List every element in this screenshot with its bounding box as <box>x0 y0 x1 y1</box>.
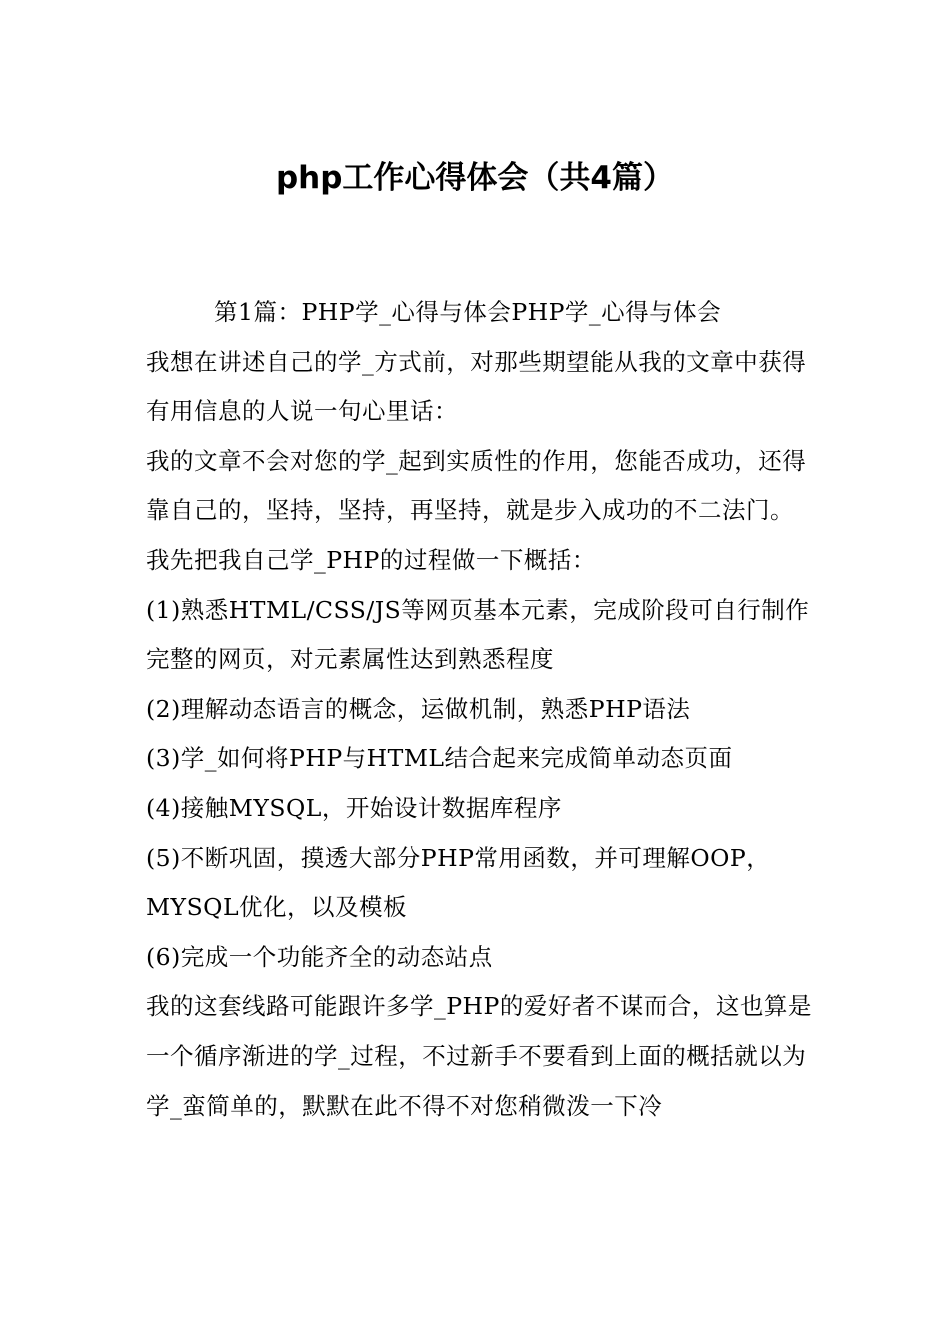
list-item: (2)理解动态语言的概念，运做机制，熟悉PHP语法 <box>146 694 691 723</box>
list-item: (5)不断巩固，摸透大部分PHP常用函数，并可理解OOP，MYSQL优化，以及模板 <box>146 843 771 922</box>
list-item: (4)接触MYSQL，开始设计数据库程序 <box>146 793 562 822</box>
section-heading: 第1篇：PHP学_心得与体会PHP学_心得与体会 <box>214 298 722 326</box>
paragraph: 我的文章不会对您的学_起到实质性的作用，您能否成功，还得靠自己的，坚持，坚持，再坚持，就是步入成功的不二法门。 <box>146 446 807 525</box>
document-body <box>146 288 814 1131</box>
document-title: php工作心得体会（共4篇） <box>275 160 675 196</box>
paragraph: 我的这套线路可能跟许多学_PHP的爱好者不谋而合，这也算是一个循序渐进的学_过程，不过新手不要看到上面的概括就以为学_蛮简单的，默默在此不得不对您稍微泼一下冷 <box>146 992 812 1120</box>
list-item: (6)完成一个功能齐全的动态站点 <box>146 942 493 971</box>
list-item: (3)学_如何将PHP与HTML结合起来完成简单动态页面 <box>146 744 733 773</box>
paragraph: 我想在讲述自己的学_方式前，对那些期望能从我的文章中获得有用信息的人说一句心里话： <box>146 347 807 426</box>
list-item: (1)熟悉HTML/CSS/JS等网页基本元素，完成阶段可自行制作完整的网页，对元素属性达到熟悉程度 <box>146 595 810 674</box>
paragraph: 我先把我自己学_PHP的过程做一下概括： <box>146 545 596 574</box>
